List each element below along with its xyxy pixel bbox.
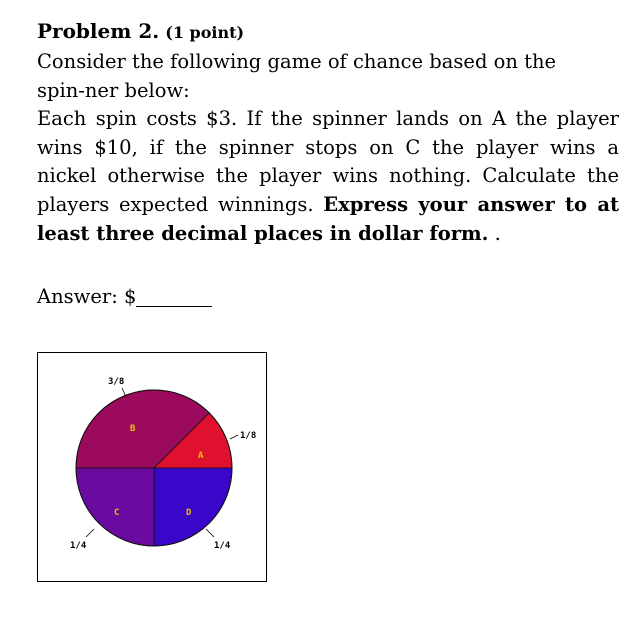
answer-blank[interactable] (136, 284, 212, 307)
leader-d (206, 529, 214, 537)
problem-body (37, 105, 619, 248)
fraction-label-b: 3/8 (108, 377, 125, 387)
leader-a (230, 435, 238, 439)
section-letter-b: B (130, 424, 136, 434)
problem-title (37, 18, 619, 46)
answer-label: Answer: $ (37, 285, 137, 308)
problem-body-tail: . (488, 221, 501, 245)
problem-body-text: Each spin costs $3. If the spinner lands on A the player wins $10, if the spinner stops on C the player wins a nickel otherwise the player wins nothing. Calculate the players expected winnings. (37, 107, 619, 216)
leader-c (86, 529, 94, 537)
fraction-label-c: 1/4 (70, 541, 87, 551)
section-letter-d: D (186, 508, 192, 518)
section-letter-a: A (198, 451, 204, 461)
problem-heading: Problem 2. (37, 19, 160, 43)
problem-points: (1 point) (165, 23, 245, 42)
problem-block (37, 18, 619, 248)
section-letter-c: C (114, 508, 120, 518)
answer-row (37, 283, 212, 311)
spinner-section-c (76, 468, 154, 546)
spinner-section-d (154, 468, 232, 546)
fraction-label-a: 1/8 (240, 431, 257, 441)
problem-instruction: Express your answer to at least three decimal places in dollar form. (37, 192, 619, 245)
fraction-label-d: 1/4 (214, 541, 231, 551)
problem-intro: Consider the following game of chance based on the spin-ner below: (37, 50, 557, 102)
spinner-svg (38, 353, 266, 581)
spinner-figure (37, 352, 267, 582)
